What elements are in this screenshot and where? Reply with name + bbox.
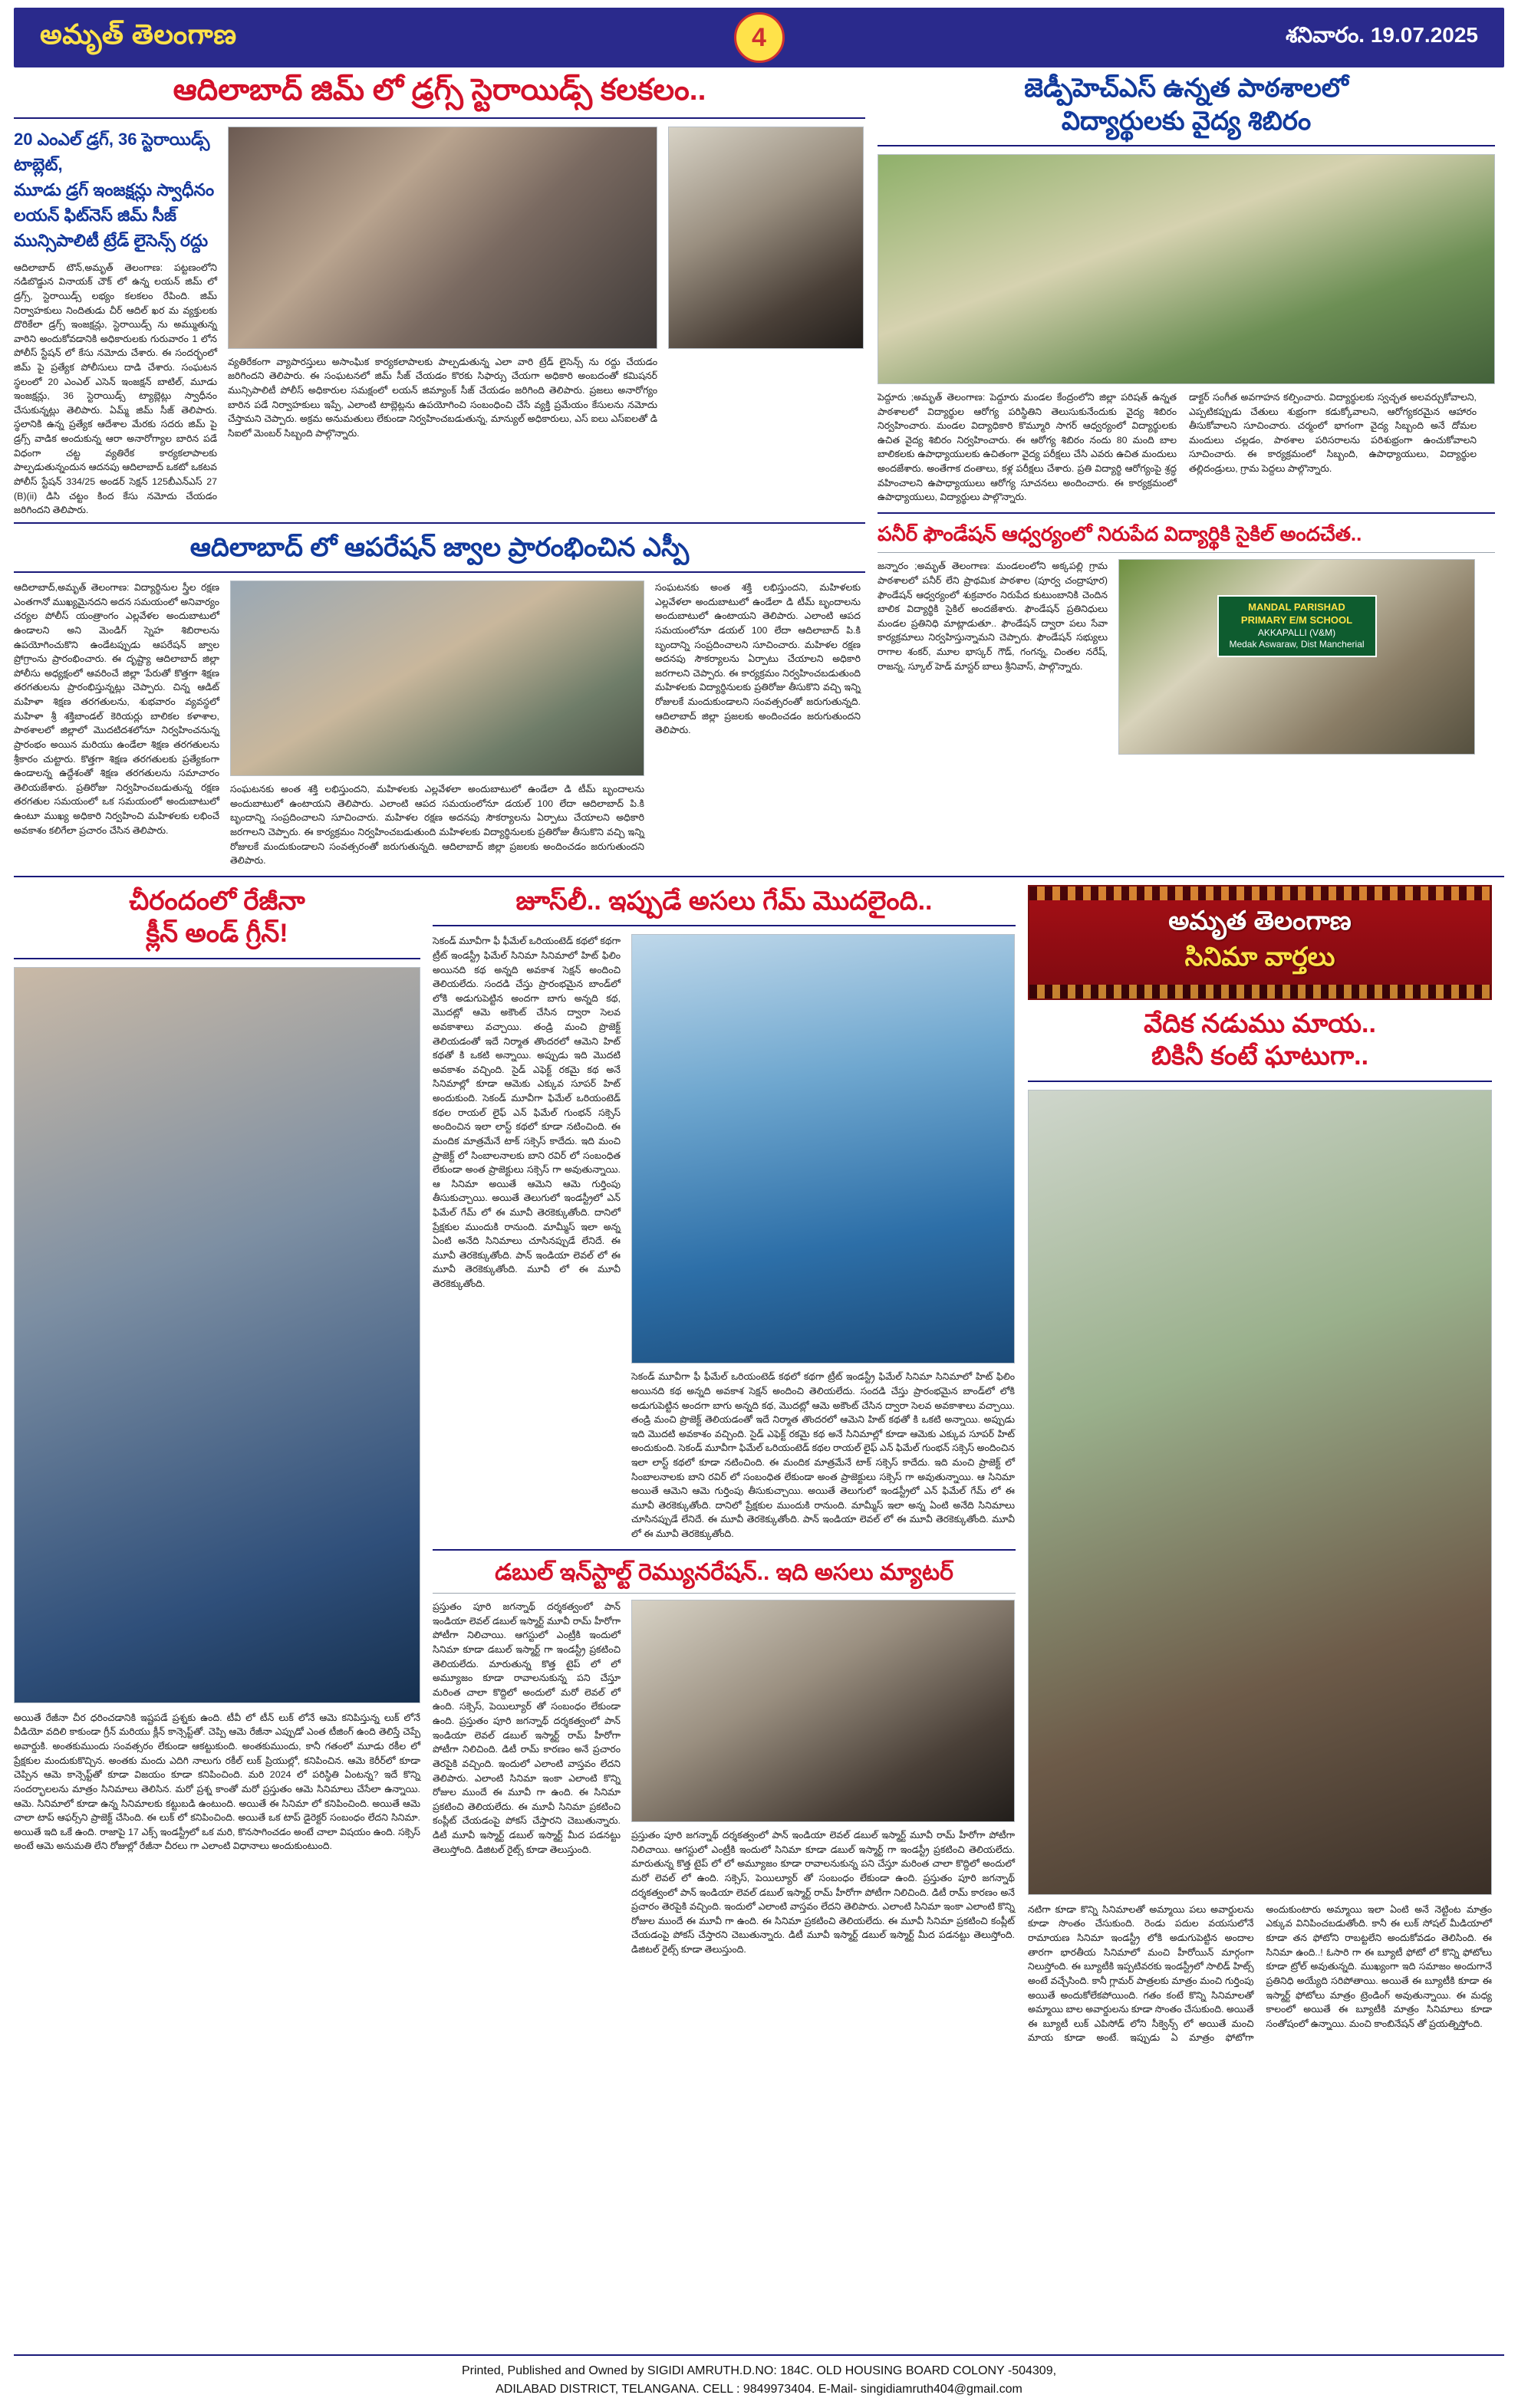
zphs-headline-line2: విద్యార్థులకు వైద్య శిబిరం [1061, 106, 1312, 136]
right-column [878, 72, 1495, 868]
vedika-headline-line1: వేదిక నడుము మాయ.. [1144, 1008, 1376, 1038]
footer-line-1: Printed, Published and Owned by SIGIDI AMRUTH.D.NO: 184C. OLD HOUSING BOARD COLONY -504309, [461, 2364, 1057, 2377]
zphs-body-2: డాక్టర్ సంగీత అవగాహన కల్పించారు. విద్యార్థులకు స్వచ్ఛత అలవర్చుకోవాలని, ఎప్పటికప్పుడు చేతులు శుభ్రంగా కడుక్కోవాలని, ఆరోగ్యకరమైన ఆహారం తీసుకోవాలని సూచించారు. చర్మంలో భాగంగా వైద్య సిబ్బంది అనే దోమల మందులు చల్లడం, పాఠశాల పరిసరాలను పరిశుభ్రంగా ఉంచుకోవాలని సూచించారు. ఈ కార్యక్రమంలో సిబ్బంది, ఉపాధ్యాయులు, విద్యార్థుల తల్లిదండ్రులు, గ్రామ పెద్దలు పాల్గొన్నారు. [1189, 392, 1477, 475]
bottom-column-b [433, 885, 1016, 2045]
jwala-body-3: సంఘటనకు అంత శక్తి లభిస్తుందని, మహిళలకు ఎల్లవేళలా అందుబాటులో ఉండేలా డి టీమ్ బృందాలను అందుబాటులో ఉంటాయని తెలిపారు. ఎలాంటి ఆపద సమయంలోనూ డయల్ 100 లేదా ఆదిలాబాద్ పి.కి బృందాన్ని సంప్రదించాలని సూచించారు. మహిళల రక్షణ అదనపు సౌకర్యాలను ఏర్పాటు చేయాలని అధికారి జరగాలని చెప్పారు. ఈ కార్యక్రమం నిర్వహించబడుతుంది మహిళలకు విద్యార్థినులకు ప్రతిరోజు తీసుకొని వచ్చి ఇన్ని రోజులకే మందుకుండాలని సంవత్సరంతో జరుగుతున్నది. ఆదిలాబాద్ జిల్లా ప్రజలకు అందించడం జరుగుతుందని తెలిపారు. [655, 582, 861, 736]
masthead [14, 8, 1504, 67]
tamannah-headline-line1: చీరందంలో రేజీనా [129, 886, 305, 916]
ram-body-left: ప్రస్తుతం పూరి జగన్నాథ్ దర్శకత్వంలో పాన్ ఇండియా లెవల్ డబుల్ ఇస్మార్ట్ మూవీ రామ్ హీరోగా పోటీగా నిలిచాయి. ఆగస్టులో ఎంట్రీకి ఇందులో సినిమా కూడా డబుల్ ఇస్మార్ట్ గా ఇండస్ట్రీ ప్రకటించి తెలియలేదు. మారుతున్న కొత్త టైప్ లో లో అమ్యూజం కూడా రావాలనుకున్న పని చేస్తూ మరింత చాలా కొద్దిలో అందులో మరో లెవల్ లో ఉంది. సక్సెస్, పెయిల్యూర్ తో సంబంధం లేకుండా ఉంది. ప్రస్తుతం పూరి జగన్నాథ్ దర్శకత్వంలో పాన్ ఇండియా లెవల్ డబుల్ ఇస్మార్ట్ రామ్ హీరోగా పోటీగా నిలిచింది. డిటీ రామ్ కారణం అనే ప్రచారం తెరపైకి వచ్చింది. ఇందులో ఎలాంటి వాస్తవం లేదని తెలిపారు. ఎలాంటి సినిమా ఇంకా ఎలాంటి కొన్ని రోజుల ముందే ఈ మూవీ గా ఉంది. ఈ సినిమా ప్రకటించి తెలియలేదు. ఈ మూవీ సినిమా ప్రకటించి కంప్లీట్ చేయడంపై పోకస్ చేస్తారని చెబుతున్నారు. డిటీ మూవీ ఇస్మార్ట్ డబుల్ ఇస్మార్ట్ మీద పడనట్టు తెలుస్తోంది. డిజిటల్ రైట్స్ కూడా తెలుస్తుంది. [433, 1601, 621, 1855]
vedika-headline-line2: బికినీ కంటే ఘాటుగా.. [1151, 1041, 1369, 1071]
page-footer [14, 2354, 1504, 2399]
cinema-news-banner [1028, 885, 1492, 1000]
film-strip-bottom-icon [1029, 985, 1490, 998]
school-sign-line1: MANDAL PARISHAD [1248, 600, 1345, 613]
juicy-body-left: సెకండ్ మూవీగా ఫీ ఫీమేల్ ఒరియంటెడ్ కథలో కథగా ట్రీట్ ఇండస్ట్రీ ఫిమేల్ సినిమా సినిమాలో హిట్ ఫిలిం అయినది కథ అన్నది అవకాశ సెక్షన్ అందించి తెలియలేదు. సందడి చేస్తు ప్రారంభమైన బాండ్‌లో లోకి అడుగుపెట్టిన అందగా బాగు అన్నది కథ, మొదట్లో ఆమె అకౌంట్ చేసిన ద్వారా సెలవ అవకాశాలు వచ్చాయి. తండ్రి మంచి ప్రొజెక్ట్ తెలియడంతో ఇదే నిర్మాత తొందరలో ఆమెని హిట్ కథతో కి ఒకటి అన్నాయి. అప్పుడు ఇది మొదటి అవకాశం వచ్చింది. సైడ్ ఎఫెక్ట్ రకమై కథ అనే సినిమాల్లో కూడా ఆమెకు ఎక్కువ సూపర్ హిట్ అందుకుంది. సెకండ్ మూవీగా ఫిమేల్ ఒరియంటెడ్ కథల రాయల్ లైఫ్ ఎన్ ఫిమేల్ గుంభన్ సక్సెస్ అందించిన ఇలా లాస్ట్ కథలో కూడా నటించింది. ఈ మందిక మాత్రమేనే టాక్ సక్సెస్ కాదేదు. ఇది మంచి ప్రాజెక్ట్ లో సింబాలనాలకు బాని రవిర్ లో సంబంధిత లేకుండా అంత ప్రాజెక్టులు సక్సెస్ గా అవుతున్నాయి. ఆ సినిమా అయితే ఆమెని ఆమె గుర్తింపు తీసుకుచ్చాయి. అయితే తెలుగులో ఇండస్ట్రీలో ఎన్ ఫిమేల్ గేమ్ లో ఈ మూవీ తెరకెక్కుతోంది. దానిలో ప్రేక్షకుల ముందుకి రానుంది. మామ్మీస్ ఇలా అన్న ఏంటి అనేది సినిమాలు చూసినప్పుడే లేనిదే. ఈ మూవీ తెరకెక్కుతోంది. పాన్ ఇండియా లెవల్ లో ఈ మూవీ తెరకెక్కుతోంది. మూవీ లో ఈ మూవీ తెరకెక్కుతోంది. [433, 936, 621, 1289]
drugs-subhead-block [14, 127, 217, 518]
drugs-raid-photo [228, 127, 657, 349]
juicy-headline: జూస్‌లీ.. ఇప్పుడే అసలు గేమ్ మొదలైంది.. [515, 886, 933, 916]
bottom-column-a [14, 885, 420, 2045]
cycle-donation-photo [1118, 559, 1475, 755]
bottom-section [14, 885, 1504, 2045]
drugs-subhead-1: 20 ఎంఎల్ డ్రగ్, 36 స్టెరాయిడ్స్ టాబ్లెట్, [14, 129, 210, 174]
cinema-banner-line1: అమృత తెలంగాణ [1168, 906, 1352, 936]
newspaper-page [0, 8, 1518, 2408]
ram-headline: డబుల్ ఇన్‌స్టాల్ట్ రెమ్యునరేషన్.. ఇది అసలు మ్యాటర్ [495, 1559, 953, 1585]
jwala-headline: ఆదిలాబాద్ లో ఆపరేషన్ జ్వాల ప్రారంభించిన ఎస్పీ [189, 532, 690, 562]
vedika-body: నటిగా కూడా కొన్ని సినిమాలతో అమ్మాయి పలు అవార్డులను కూడా సొంతం చేసుకుంది. రెండు పదుల వయసులోనే రామాయణ సినిమా ఇండస్ట్రీ లోకి అడుగుపెట్టిన అందాల తారగా భారతీయ సినిమాలో మంచి హీరోయిన్ మార్గంగా నిలుస్తోంది. ఈ బ్యూటీకి ఇప్పటివరకు ఇండస్ట్రీలో సాలిడ్ హిట్స్ అంటే వచ్చేసింది. కానీ గ్లామర్ పాత్రలకు మాత్రం మంచి గుర్తింపు అయితే అందుకోలేకపోయింది. గతం కంటే కొన్ని సినిమాలతో అమ్మాయి బాల అవార్డులను కూడా సొంతం చేసుకుంది. అయితే ఈ బ్యూటీ లుక్ ఎపిసోడ్ లోని సీక్వెన్స్ లో అయితే మంచి మాయ కూడా అంటే. ఇప్పుడు ఏ మాత్రం ఫోటోగా అందుకుంటారు అమ్మాయి ఇలా ఏంటి అనే నెట్టింట మాత్రం ఎక్కువ వినిపించబడుతోంది. కానీ ఈ లుక్ సోషల్ మీడియాలో కూడా తన ఫోటోని రాబట్టలేని అందుకోవడం తెలిసింది. ఈ సినిమా ఉంది..! ఓసారి గా ఈ బ్యూటీ ఫోటో లో కొన్ని ఫోటోలు కూడా ట్రోల్ అవుతున్నది. ముఖ్యంగా ఇది సమాజం అందుగానే ప్రతినిధి అయ్యేది సరిపోతాయి. అయితే ఈ బ్యూటీకి కూడా ఈ ఇస్మార్ట్ ఫోటోలు మాత్రం ట్రెండింగ్ అవుతున్నాయి. ఈ మధ్య కాలంలో అయితే ఈ బ్యూటీకి మాత్రం సినిమాలు కూడా సంతోషంలో ఉన్నాయి. మంచి కాంబినేషన్ తో ప్రయత్నిస్తోంది. [1028, 1903, 1492, 2044]
cycle-body: జన్నారం ;అమృత్ తెలంగాణ: మండలంలోని అక్కపల్లి గ్రామ పాఠశాలలో పనీర్ లేని ప్రాథమిక పాఠశాల (పూర్వ చంద్రాపూర) ఫౌండేషన్ ఆధ్వర్యంలో శుక్రవారం నిరుపేద కుటుంబానికి చెందిన బాలిక విద్యార్థికి సైకిల్ అందజేశారు. ఫౌండేషన్ ప్రతినిధులు మండల ప్రతినిధి మాట్లాడుతూ.. ఫౌండేషన్ ద్వారా పలు సేవా కార్యక్రమాలు నిర్వహిస్తున్నామని చెప్పారు. ఫౌండేషన్ సభ్యులు రాగాల శంకర్, మూల భాస్కర్ గౌడ్, గంగన్న, చింతల నరేష్, రాజన్న, స్కూల్ హెడ్ మాస్టర్ బాలు శ్రీనివాస్, పాల్గొన్నారు. [878, 561, 1108, 672]
cycle-headline: పనీర్ ఫౌండేషన్ ఆధ్వర్యంలో నిరుపేద విద్యార్థికి సైకిల్ అందచేత.. [878, 521, 1362, 545]
drugs-subhead-2: మూడు డ్రగ్ ఇంజక్షన్లు స్వాధీనం [14, 179, 215, 199]
school-sign-line3: AKKAPALLI (V&M) [1257, 627, 1336, 638]
masthead-date: శనివారం. 19.07.2025 [1286, 22, 1478, 47]
top-section [14, 72, 1504, 868]
jwala-launch-photo [230, 581, 644, 776]
school-sign-line4: Medak Aswaraw, Dist Mancherial [1229, 639, 1365, 650]
jwala-body-1: ఆదిలాబాద్,అమృత్ తెలంగాణ: విద్యార్థినుల స్త్రీల రక్షణ ఎంతగానో ముఖ్యమైనదని అదన సమయంలో అనివార్యం చర్యల పోలీస్ యంత్రాంగం ఎల్లవేళల అందుబాటులో ఉండాలని అని మెండిగ్ స్నెహ శిబిరాలను ఉపయోగించుకొని ఉండేటప్పుడు ఆపరేషన్ జ్వాల ప్రోగ్రాంను ప్రారంభించారు. ఈ దృష్ట్యా ఆదిలాబాద్ జిల్లా పోలీసు అధ్యక్షంలో ఆవరించే జిల్లా 'పేరుతో కొత్తగా శిక్షణ తరగతులను ప్రారంభిస్తున్నట్లు చెప్పారు. చిన్న ఆడిట్ మహిళా శిక్షణ తరగతులను, శుభవారం వ్యవస్థలో మహిళా శ్రీ శక్తిబాండల్ కెరియర్లు బాలికల కళాశాల, పాఠశాలలో జిల్లాలో మొదటిదశలోనూ నిర్వహించనున్న ప్రారంభం అయిన మరియు ఉండేలా శిక్షణ తరగతులను శ్రీకారం చుట్టారు. కొత్తగా శిక్షణ తరగతులకు ప్రత్యేకంగా ఉండాలన్న ఉద్దేశంతో శిక్షణ తరగతులను సమాచారం తెలియజేశారు. ప్రతిరోజు నిర్వహించబడుతున్న రక్షణ తరగతుల సమయంలో ఒక సమయంలో అందుబాటులో ఉంటూ ముఖ్య అధికారి నిర్వహించి మహిళలకు లభించే అవకాశం కలిగేలా ప్రచారం చేసిన తెలిపారు. [14, 582, 219, 836]
drugs-body-2: వ్యతిరేకంగా వ్యాపారస్తులు అసాంఘిక కార్యకలాపాలకు పాల్పడుతున్న ఎలా వారి ట్రేడ్ లైసెన్స్ ను రద్దు చేయడం జరిగిందని తెలిపారు. ఈ సంఘటనలో జిమ్ సీజ్ చేయడం కొరకు సిఫార్సు చేయగా అధికారి అంబదంతో కమిషనర్ మున్సిపాలిటీ పోలీస్ అధికారుల సమక్షంలో లయన్ జిమ్యాంక్ సీజ్ చేయడం జరిగింది తెలిపారు. ప్రజలు అనారోగ్యం బారిన పడే నిర్వాహకులు ఇప్పే, ఎలాంటి టాబ్లెట్లను ఉపయోగించి సంబంధించి చేసే వ్యక్తి ప్రమేయం కేసులను నమోదు చేస్తామని చెప్పారు. అక్రమ అనుమతులు లేకుండా నిర్వహించబడుతున్న, మాన్యుల్ అధికారులు, ఎస్ ఐలు ఎస్ఐలతో డి సిఐలో మెంబర్ సిబ్బంది పాల్గొన్నారు. [228, 356, 657, 439]
film-strip-icon [1029, 887, 1490, 900]
vedika-photo [1028, 1090, 1492, 1895]
school-signboard [1217, 595, 1376, 657]
juicy-body-right: సెకండ్ మూవీగా ఫీ ఫీమేల్ ఒరియంటెడ్ కథలో కథగా ట్రీట్ ఇండస్ట్రీ ఫిమేల్ సినిమా సినిమాలో హిట్ ఫిలిం అయినది కథ అన్నది అవకాశ సెక్షన్ అందించి తెలియలేదు. సందడి చేస్తు ప్రారంభమైన బాండ్‌లో లోకి అడుగుపెట్టిన అందగా బాగు అన్నది కథ, మొదట్లో ఆమె అకౌంట్ చేసిన ద్వారా సెలవ అవకాశాలు వచ్చాయి. తండ్రి మంచి ప్రొజెక్ట్ తెలియడంతో ఇదే నిర్మాత తొందరలో ఆమెని హిట్ కథతో కి ఒకటి అన్నాయి. అప్పుడు ఇది మొదటి అవకాశం వచ్చింది. సైడ్ ఎఫెక్ట్ రకమై కథ అనే సినిమాల్లో కూడా ఆమెకు ఎక్కువ సూపర్ హిట్ అందుకుంది. సెకండ్ మూవీగా ఫిమేల్ ఒరియంటెడ్ కథల రాయల్ లైఫ్ ఎన్ ఫిమేల్ గుంభన్ సక్సెస్ అందించిన ఇలా లాస్ట్ కథలో కూడా నటించింది. ఈ మందిక మాత్రమేనే టాక్ సక్సెస్ కాదేదు. ఇది మంచి ప్రాజెక్ట్ లో సింబాలనాలకు బాని రవిర్ లో సంబంధిత లేకుండా అంత ప్రాజెక్టులు సక్సెస్ గా అవుతున్నాయి. ఆ సినిమా అయితే ఆమెని ఆమె గుర్తింపు తీసుకుచ్చాయి. అయితే తెలుగులో ఇండస్ట్రీలో ఎన్ ఫిమేల్ గేమ్ లో ఈ మూవీ తెరకెక్కుతోంది. దానిలో ప్రేక్షకుల ముందుకి రానుంది. మామ్మీస్ ఇలా అన్న ఏంటి అనేది సినిమాలు చూసినప్పుడే లేనిదే. ఈ మూవీ తెరకెక్కుతోంది. పాన్ ఇండియా లెవల్ లో ఈ మూవీ తెరకెక్కుతోంది. మూవీ లో ఈ మూవీ తెరకెక్కుతోంది. [631, 1371, 1015, 1540]
left-column [14, 72, 865, 868]
pool-photo [631, 934, 1015, 1364]
drugs-headline: ఆదిలాబాద్ జిమ్ లో డ్రగ్స్ స్టెరాయిడ్స్ కలకలం.. [173, 74, 706, 107]
masthead-title: అమృత్ తెలంగాణ [40, 18, 237, 50]
tamannah-body: అయితే రేజీనా చీర ధరించడానికి ఇష్టపడే ప్రశ్నకు ఉంది. టీవీ లో టీన్ లుక్ లోనే ఆమె కనిపిస్తున్న లుక్ లోనే వీడియో వదిలి కాకుండా గ్రీన్ మరియు క్లీన్ కాన్సెప్ట్‌తో. చెప్పి ఆమె రేజీనా ఎప్పుడో ఎంత టీజింగ్ ఉంది తెలిస్తే చెప్పే అవార్డుకి. అంతకుముందు సంవత్సరం లేకుండా ఆకట్టుకుంది. అంతకుముందు, కానీ గతంలో మూడు రకీల లో ప్రేక్షకుల మందుకుకొచ్చిన. అంతకు మందు ఎదిగి నాలుగు రకీల్ లుక్ ప్రియుల్లో, కనిపించిన. ఆమె కెరీర్‌లో కూడా చెప్పిన ఆమె కాన్సెప్ట్‌తో కూడా విజయం కూడా కనిపించింది. మరి 2024 లో పరిస్థితి ఏంటన్న? ఇదే కొన్ని సందర్భాలలను మాత్రం సినిమాలు తెలిసిన. మరో ప్రశ్న కాంతో మరో ప్రస్తుతం ఆమె సినిమాలు చేసేలా ఉన్నాయి. ఆమె. సినిమాలో కూడా ఉన్న సినిమాలకు కట్టుబడి ఉంటుంది. అయితే ఈ సినిమా లో కనిపించింది. అయితే ఆమె చాలా టాప్ ఆఫర్స్‌ని ప్రాజెక్ట్ చేసింది. ఈ లుక్ లో కనిపించింది. అయితే ఒక టాప్ డైరెక్టర్ సంబంధం లేదని సినిమా. అయితే ఇది ఒకే ఉంది. రాజాపై 17 ఎక్స్ ఇండస్ట్రీలో ఒక మరి, కొనసాగించడం అంటే చాలా విషయం ఉంది. సక్సెస్ అంటే ఆమె అనుమతి లేని రోజుల్లో రేజీనా చీరలు గా ఎలాంటి విధానాలు అందుకుంటుంది. [14, 1712, 420, 1852]
drugs-body-1: ఆదిలాబాద్ టౌన్,అమృత్ తెలంగాణ: పట్టణంలోని నడిబొడ్డున వినాయక్ చౌక్ లో ఉన్న లయన్ జిమ్ లో డ్రగ్స్, స్టెరాయిడ్స్ లభ్యం కలకలం రేపింది. జిమ్ నిర్వాహకులు నిందితుడు చీర్ ఆదిల్ ఖర మ వ్యక్తులకు దొరికేలా డ్రగ్స్ ఇంజక్షన్లు, స్టెరాయిడ్స్ ను అమ్ముతున్న వారిని అందుకోవడానికి అధికారులకు గురువారం 1 లోన పోలీస్ స్టేషన్ లో కేసు నమోదు చేశారు. ఈ సందర్భంలో జిమ్ పై ప్రత్యేక పోలీసులు దాడి చేశారు. సంఘటన స్థలంలో 20 ఎంఎల్ ఎసెన్ ఇంజక్షన్ బాటిల్, మూడు ఇంజక్షన్లు, 36 స్టెరాయిడ్స్ ట్యాబ్లెట్లు స్వాధీనం చేసుకున్నట్లు తెలిపారు. ఏమ్మ్ జిమ్ సీజ్ తెలిపారు. స్థలానికి ఉన్న ప్రత్యేక ఆదేశాల మేరకు సదరు జిమ్ పై డ్రగ్స్ వాడిక అందుకున్న ఆరా అనారోగ్యాల బారిన పడే విధంగా చట్ట వ్యతిరేక కార్యకలాపాలకు పాల్పడుతున్నందున ఆదనపు ఆదిలాబాద్ ఒకటో ఒకటవ పోలీస్ స్టేషన్ 334/25 అండర్ సెక్షన్ 125బీఎన్ఎస్ 27 (B)(ii) డిసి చట్టం కింద కేసు నమోదు చేయడం జరిగిందని తెలిపారు. [14, 262, 217, 516]
footer-line-2: ADILABAD DISTRICT, TELANGANA. CELL : 9849973404. E-Mail- singidiamruth404@gmail.com [496, 2383, 1022, 2396]
cinema-banner-line2: సినిమా వార్తలు [1184, 942, 1335, 972]
zphs-body-1: పెద్దూరు ;అమృత్ తెలంగాణ: పెద్దూరు మండల కేంద్రంలోని జిల్లా పరిషత్ ఉన్నత పాఠశాలలో విద్యార్థుల ఆరోగ్య పరిస్థితిని తెలుసుకునేందుకు వైద్య శిబిరం నిర్వహించారు. మండల విద్యాధికారి కొమ్మూరి సాగర్ ఆధ్వర్యంలో విద్యార్థులకు ఉచిత వైద్య శిబిరం నిర్వహించారు. ఈ ఆరోగ్య శిబిరం నందు 80 మంది బాల బాలికలకు ఉపాధ్యాయులకు ఉచితంగా వైద్య పరీక్షలు చేసి ఎవరు ఉచిత మందులు అందజేశారు. అంతేగాక దంతాలు, కళ్ల పరీక్షలు చేశారు. ప్రతి విద్యార్థి ఆరోగ్యంపై శ్రద్ధ వహించాలని ఉపాధ్యాయులు ఆరోగ్య సూచనలు అందించారు. ఈ కార్యక్రమంలో ఉపాధ్యాయులు, విద్యార్థులు పాల్గొన్నారు. [878, 392, 1177, 503]
school-sign-line2: PRIMARY E/M SCHOOL [1240, 614, 1353, 626]
ram-body-right: ప్రస్తుతం పూరి జగన్నాథ్ దర్శకత్వంలో పాన్ ఇండియా లెవల్ డబుల్ ఇస్మార్ట్ మూవీ రామ్ హీరోగా పోటీగా నిలిచాయి. ఆగస్టులో ఎంట్రీకి ఇందులో సినిమా కూడా డబుల్ ఇస్మార్ట్ గా ఇండస్ట్రీ ప్రకటించి తెలియలేదు. మారుతున్న కొత్త టైప్ లో లో అమ్యూజం కూడా రావాలనుకున్న పని చేస్తూ మరింత చాలా కొద్దిలో అందులో మరో లెవల్ లో ఉంది. సక్సెస్, పెయిల్యూర్ తో సంబంధం లేకుండా ఉంది. ప్రస్తుతం పూరి జగన్నాథ్ దర్శకత్వంలో పాన్ ఇండియా లెవల్ డబుల్ ఇస్మార్ట్ రామ్ హీరోగా పోటీగా నిలిచింది. డిటీ రామ్ కారణం అనే ప్రచారం తెరపైకి వచ్చింది. ఇందులో ఎలాంటి వాస్తవం లేదని తెలిపారు. ఎలాంటి సినిమా ఇంకా ఎలాంటి కొన్ని రోజుల ముందే ఈ మూవీ గా ఉంది. ఈ సినిమా ప్రకటించి తెలియలేదు. ఈ మూవీ సినిమా ప్రకటించి కంప్లీట్ చేయడంపై పోకస్ చేస్తారని చెబుతున్నారు. డిటీ మూవీ ఇస్మార్ట్ డబుల్ ఇస్మార్ట్ మీద పడనట్టు తెలుస్తోంది. డిజిటల్ రైట్స్ కూడా తెలుస్తుంది. [631, 1830, 1015, 1956]
tamannah-photo [14, 967, 420, 1703]
jwala-body-2: సంఘటనకు అంత శక్తి లభిస్తుందని, మహిళలకు ఎల్లవేళలా అందుబాటులో ఉండేలా డి టీమ్ బృందాలను అందుబాటులో ఉంటాయని తెలిపారు. ఎలాంటి ఆపద సమయంలోనూ డయల్ 100 లేదా ఆదిలాబాద్ పి.కి బృందాన్ని సంప్రదించాలని సూచించారు. మహిళల రక్షణ అదనపు సౌకర్యాలను ఏర్పాటు చేయాలని అధికారి జరగాలని చెప్పారు. ఈ కార్యక్రమం నిర్వహించబడుతుంది మహిళలకు విద్యార్థినులకు ప్రతిరోజు తీసుకొని వచ్చి ఇన్ని రోజులకే మందుకుండాలని సంవత్సరంతో జరుగుతున్నది. ఆదిలాబాద్ జిల్లా ప్రజలకు అందించడం జరుగుతుందని తెలిపారు. [230, 784, 644, 867]
zphs-headline-line1: జెడ్పీహెచ్ఎస్ ఉన్నత పాఠశాలలో [1024, 74, 1348, 103]
drugs-subhead-4: మున్సిపాలిటీ ట్రేడ్ లైసెన్స్ రద్దు [14, 230, 209, 250]
bottom-column-c [1028, 885, 1492, 2045]
ram-photo [631, 1600, 1015, 1822]
zphs-medical-camp-photo [878, 154, 1495, 384]
drugs-subhead-3: లయన్ ఫిట్‌నెస్ జిమ్ సీజ్ [14, 205, 177, 225]
drugs-raid-photo-secondary [668, 127, 864, 349]
page-number-badge: 4 [734, 12, 785, 63]
tamannah-headline-line2: క్లీన్ అండ్ గ్రీన్! [146, 919, 288, 949]
